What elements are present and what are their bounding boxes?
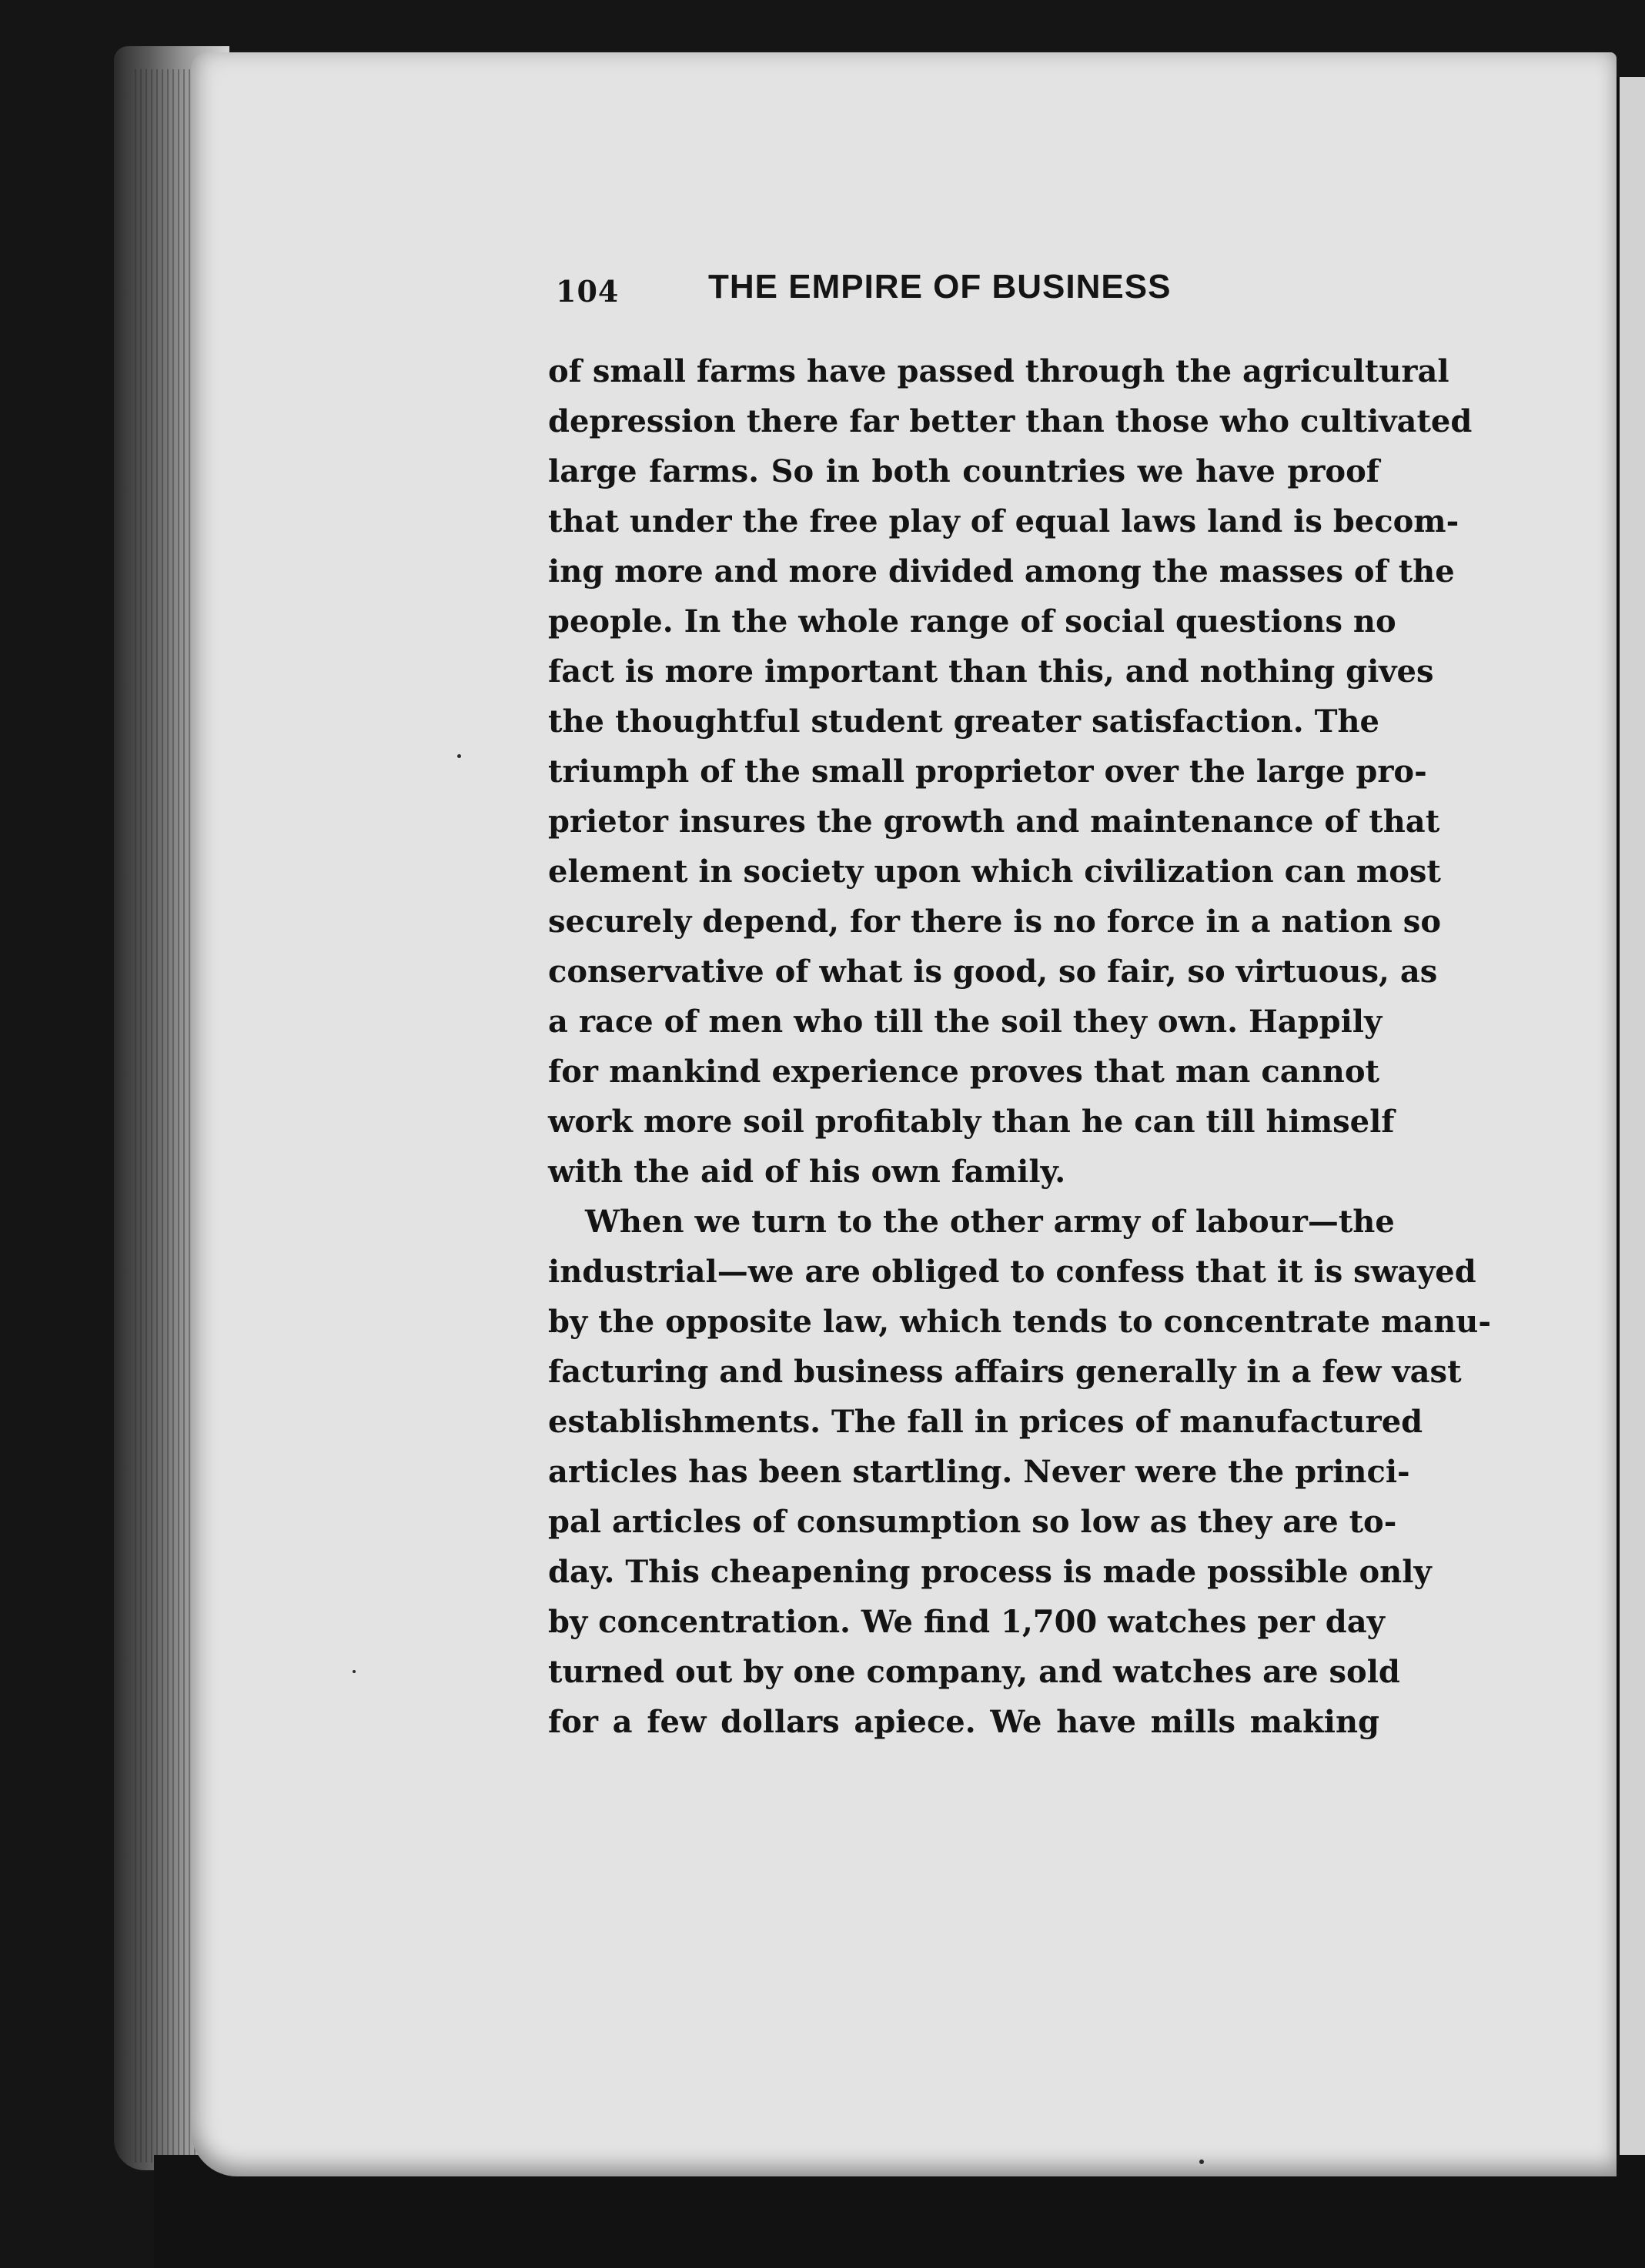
text-line: articles has been startling. Never were the princi- [548, 1454, 1410, 1490]
text-line: turned out by one company, and watches are sold [548, 1654, 1400, 1690]
text-line: pal articles of consumption so low as they are to- [548, 1504, 1397, 1540]
text-line: for mankind experience proves that man cannot [548, 1054, 1379, 1090]
text-line: the thoughtful student greater satisfaction. The [548, 703, 1379, 740]
text-line: industrial—we are obliged to confess that it is swayed [548, 1254, 1476, 1290]
text-line: prietor insures the growth and maintenance of that [548, 803, 1440, 840]
text-line: large farms. So in both countries we have proof [548, 453, 1379, 489]
dust-speck [353, 1670, 356, 1673]
text-line: day. This cheapening process is made possible only [548, 1554, 1432, 1590]
text-line: fact is more important than this, and nothing gives [548, 653, 1434, 690]
facing-page-edge [1617, 77, 1645, 2201]
running-head [556, 268, 1403, 314]
text-line: securely depend, for there is no force in a nation so [548, 904, 1441, 940]
dust-speck [1199, 2159, 1204, 2164]
text-line: establishments. The fall in prices of manufactured [548, 1404, 1423, 1440]
text-line: ing more and more divided among the masses of the [548, 553, 1455, 590]
paragraph-start-line: When we turn to the other army of labour—the [585, 1204, 1395, 1240]
text-line: facturing and business affairs generally in a few vast [548, 1354, 1462, 1390]
book-title: THE EMPIRE OF BUSINESS [708, 268, 1172, 306]
page-number: 104 [556, 274, 620, 309]
text-line: by the opposite law, which tends to concentrate manu- [548, 1304, 1491, 1340]
text-line: conservative of what is good, so fair, so virtuous, as [548, 954, 1438, 990]
text-line: that under the free play of equal laws land is becom- [548, 503, 1459, 539]
dust-speck [457, 754, 461, 758]
text-line: element in society upon which civilization can most [548, 853, 1441, 890]
text-line: for a few dollars apiece. We have mills making [548, 1704, 1379, 1740]
text-line: of small farms have passed through the agricultural [548, 353, 1449, 389]
text-line: a race of men who till the soil they own. Happily [548, 1004, 1383, 1040]
text-line: triumph of the small proprietor over the large pro- [548, 753, 1427, 790]
text-line: work more soil profitably than he can till himself [548, 1104, 1395, 1140]
page-body-text [548, 346, 1491, 1747]
text-line: by concentration. We find 1,700 watches per day [548, 1604, 1385, 1640]
text-line: depression there far better than those who cultivated [548, 403, 1473, 439]
text-line: people. In the whole range of social questions no [548, 603, 1396, 640]
paragraph-end-line: with the aid of his own family. [548, 1154, 1066, 1190]
